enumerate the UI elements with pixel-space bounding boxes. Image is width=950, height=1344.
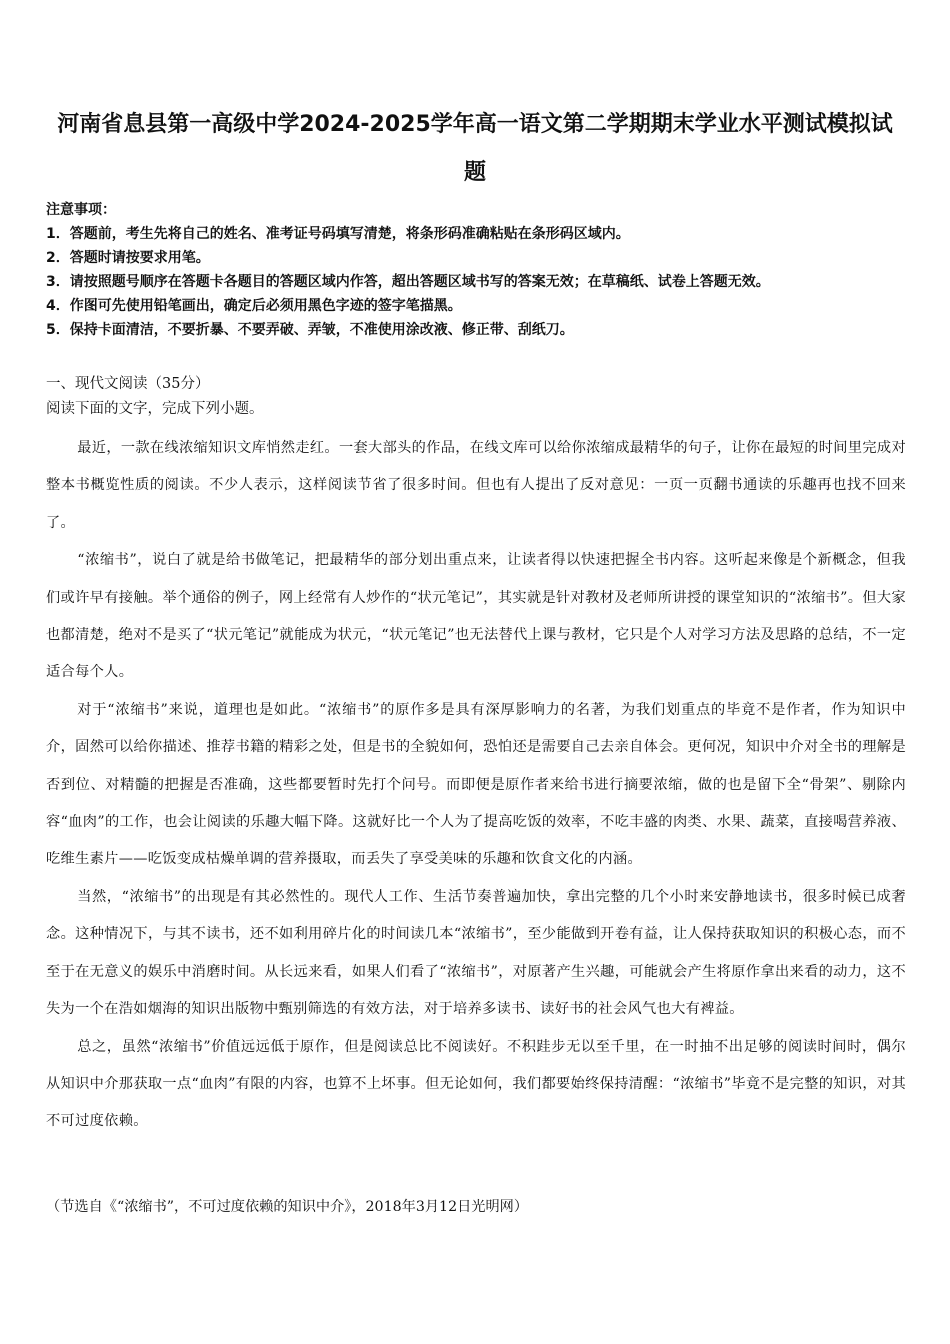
notice-item: 3．请按照题号顺序在答题卡各题目的答题区域内作答，超出答题区域书写的答案无效；在草稿纸、试卷上答题无效。: [46, 274, 770, 290]
notice-item: 5．保持卡面清洁，不要折暴、不要弄破、弄皱，不准使用涂改液、修正带、刮纸刀。: [46, 322, 574, 338]
notice-item: 2．答题时请按要求用笔。: [46, 250, 210, 266]
passage-paragraph: 对于“浓缩书”来说，道理也是如此。“浓缩书”的原作多是具有深厚影响力的名著，为我们划重点的毕竟不是作者，作为知识中介，固然可以给你描述、推荐书籍的精彩之处，但是书的全貌如何，恐怕还是需要自己去亲自体会。更何况，知识中介对全书的理解是否到位、对精髓的把握是否准确，这些都要暂时先打个问号。而即便是原作者来给书进行摘要浓缩，做的也是留下全“骨架”、剔除内容“血肉”的工作，也会让阅读的乐趣大幅下降。这就好比一个人为了提高吃饭的效率，不吃丰盛的肉类、水果、蔬菜，直接喝营养液、吃维生素片——吃饭变成枯燥单调的营养摄取，而丢失了享受美味的乐趣和饮食文化的内涵。: [46, 701, 906, 868]
notice-item: 4．作图可先使用铅笔画出，确定后必须用黑色字迹的签字笔描黑。: [46, 298, 462, 314]
section-instruction: 阅读下面的文字，完成下列小题。: [46, 401, 264, 417]
section-header: [46, 372, 916, 422]
notice-item: 1．答题前，考生先将自己的姓名、准考证号码填写清楚，将条形码准确粘贴在条形码区域内。: [46, 226, 630, 242]
passage-paragraph: 最近，一款在线浓缩知识文库悄然走红。一套大部头的作品，在线文库可以给你浓缩成最精华的句子，让你在最短的时间里完成对整本书概览性质的阅读。不少人表示，这样阅读节省了很多时间。但也有人提出了反对意见：一页一页翻书通读的乐趣再也找不回来了。: [46, 440, 906, 531]
notice-heading: 注意事项：: [46, 202, 116, 218]
section-heading: 一、现代文阅读（35分）: [46, 376, 210, 392]
passage-source: （节选自《“浓缩书”，不可过度依赖的知识中介》，2018年3月12日光明网）: [46, 1199, 529, 1215]
exam-title-line2: 题: [463, 160, 486, 185]
passage-paragraph: 总之，虽然“浓缩书”价值远远低于原作，但是阅读总比不阅读好。不积跬步无以至千里，在一时抽不出足够的阅读时间时，偶尔从知识中介那获取一点“血肉”有限的内容，也算不上坏事。但无论如何，我们都要始终保持清醒：“浓缩书”毕竟不是完整的知识，对其不可过度依赖。: [46, 1038, 906, 1130]
passage-paragraph: 当然，“浓缩书”的出现是有其必然性的。现代人工作、生活节奏普遍加快，拿出完整的几个小时来安静地读书，很多时候已成奢念。这种情况下，与其不读书，还不如利用碎片化的时间读几本“浓缩书”，至少能做到开卷有益，让人保持获取知识的积极心态，而不至于在无意义的娱乐中消磨时间。从长远来看，如果人们看了“浓缩书”，对原著产生兴趣，可能就会产生将原作拿出来看的动力，这不失为一个在浩如烟海的知识出版物中甄别筛选的有效方法，对于培养多读书、读好书的社会风气也大有裨益。: [46, 888, 906, 1018]
reading-passage: [46, 430, 906, 1141]
exam-title-line1: 河南省息县第一高级中学2024-2025学年高一语文第二学期期末学业水平测试模拟试: [57, 112, 893, 137]
notice-block: [46, 198, 916, 342]
passage-paragraph: “浓缩书”，说白了就是给书做笔记，把最精华的部分划出重点来，让读者得以快速把握全书内容。这听起来像是个新概念，但我们或许早有接触。举个通俗的例子，网上经常有人炒作的“状元笔记”，其实就是针对教材及老师所讲授的课堂知识的“浓缩书”。但大家也都清楚，绝对不是买了“状元笔记”就能成为状元，“状元笔记”也无法替代上课与教材，它只是个人对学习方法及思路的总结，不一定适合每个人。: [46, 552, 906, 681]
